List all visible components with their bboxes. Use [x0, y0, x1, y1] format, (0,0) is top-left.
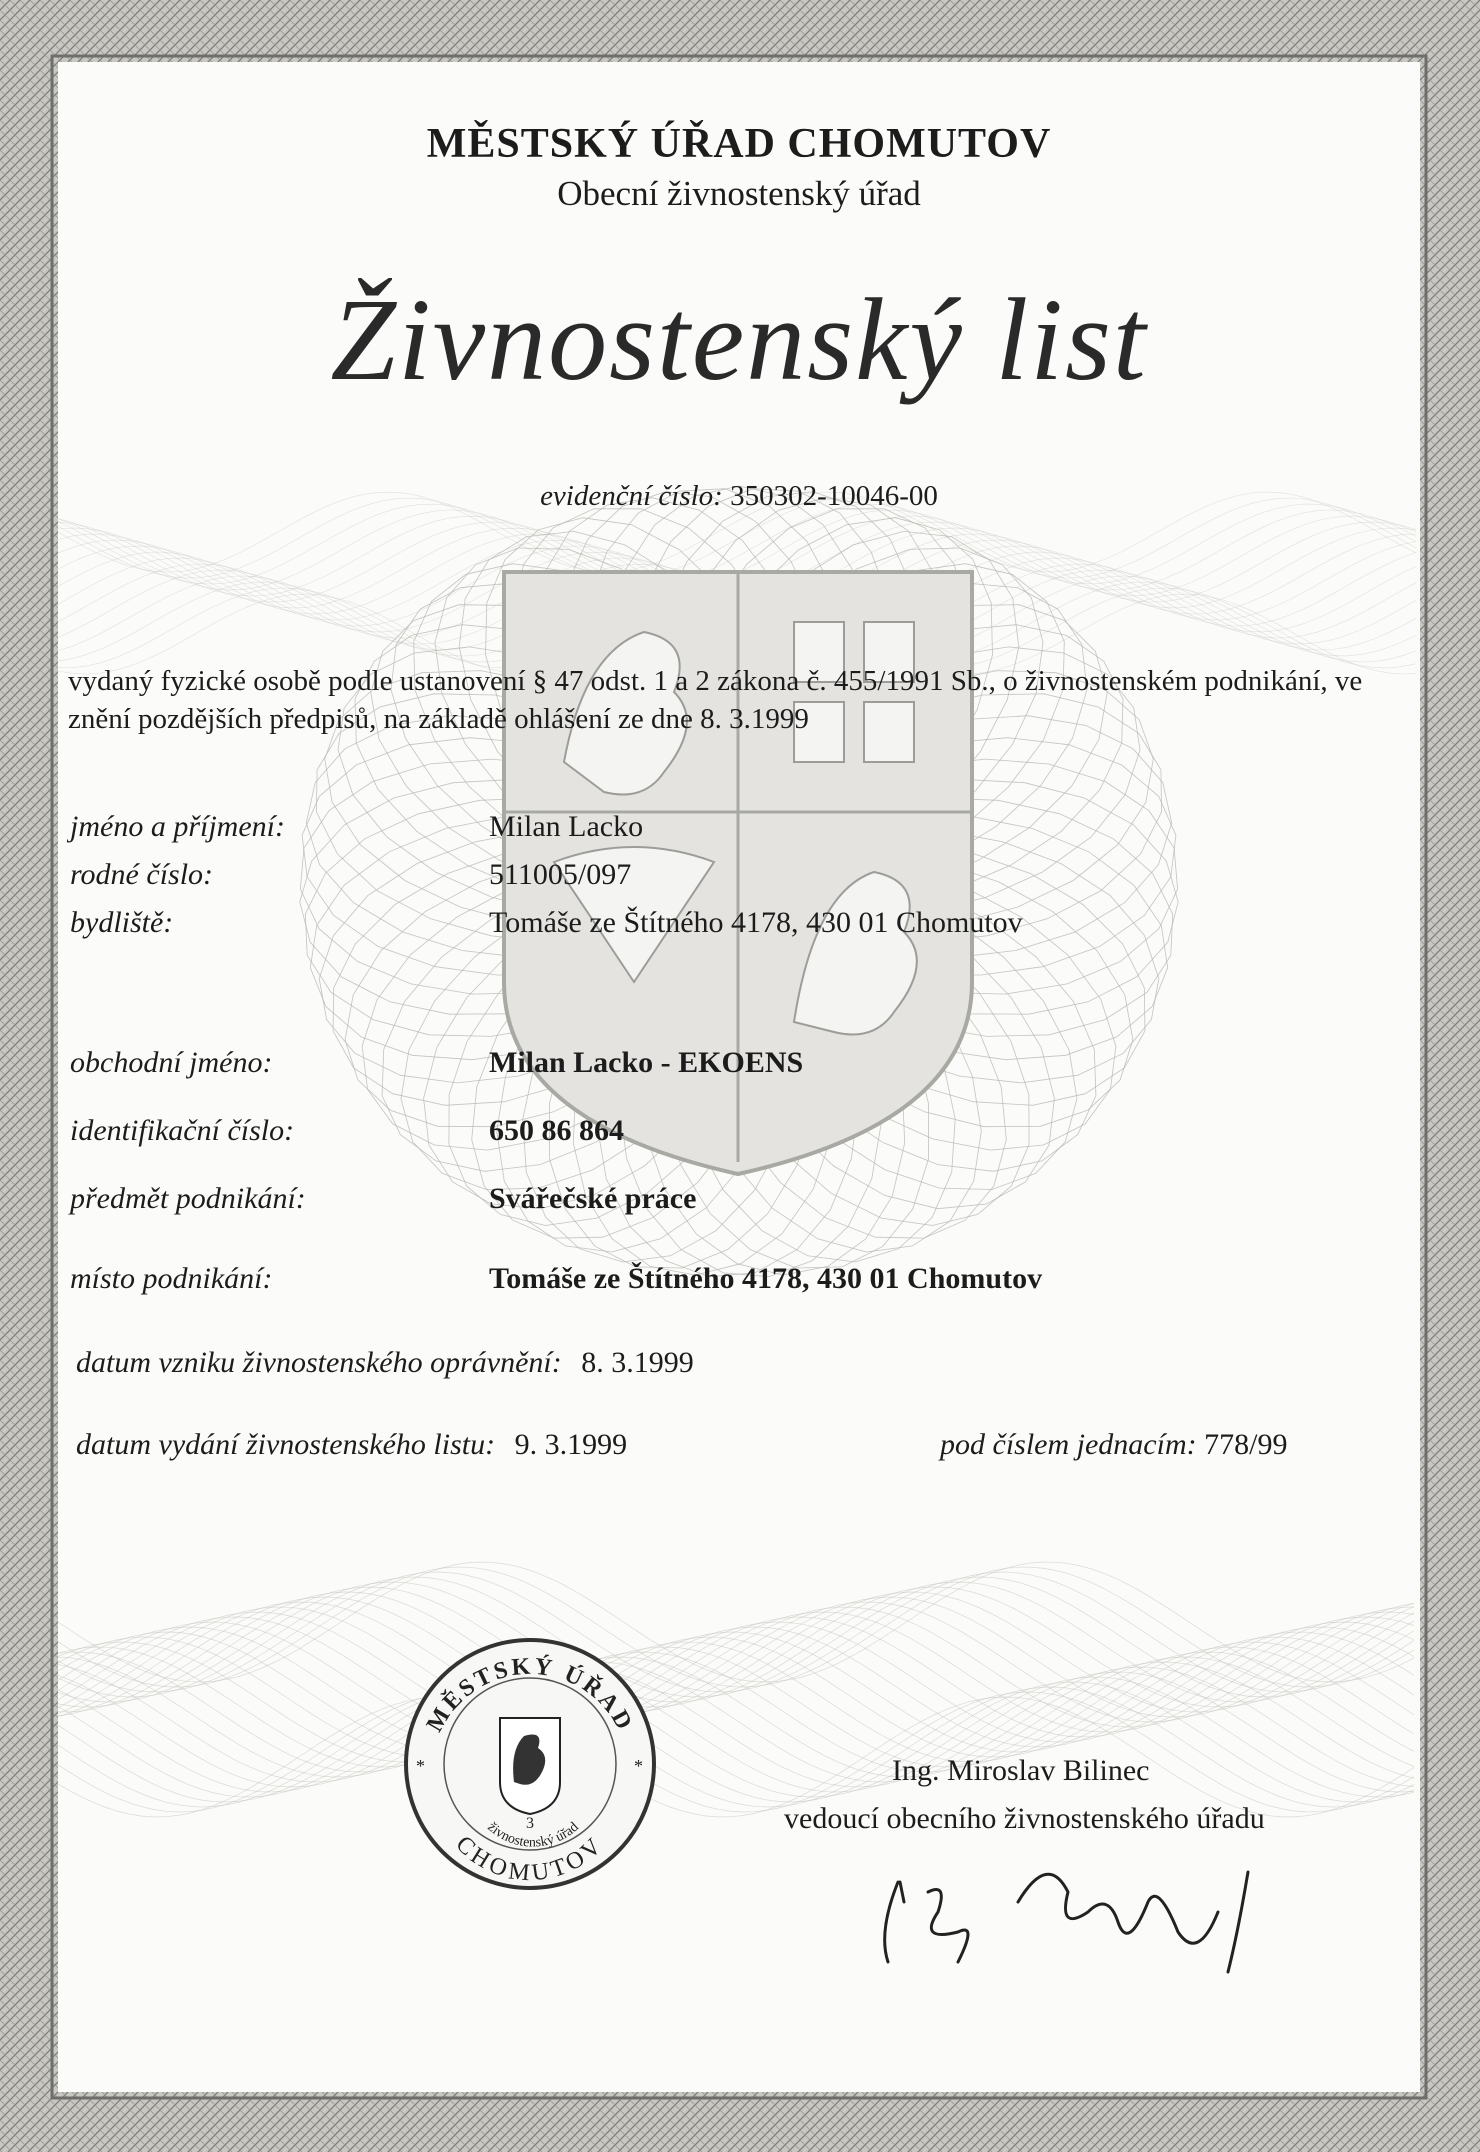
identification-number-value: 650 86 864 — [489, 1114, 624, 1147]
issuing-department-name: Obecní živnostenský úřad — [557, 174, 921, 213]
seal-left-star-icon: * — [416, 1756, 425, 1776]
trade-name-value: Milan Lacko - EKOENS — [489, 1046, 804, 1079]
residence-label: bydliště: — [70, 906, 174, 939]
origin-date-value: 8. 3.1999 — [581, 1346, 694, 1379]
business-place-value: Tomáše ze Štítného 4178, 430 01 Chomutov — [489, 1262, 1043, 1295]
reference-number-row — [940, 1428, 1287, 1462]
registration-row — [58, 480, 1420, 513]
trade-name-label: obchodní jméno: — [70, 1046, 273, 1079]
residence-value: Tomáše ze Štítného 4178, 430 01 Chomutov — [489, 906, 1023, 939]
origin-date-row — [76, 1346, 694, 1380]
handwritten-signature — [818, 1842, 1298, 1992]
reference-number-label: pod číslem jednacím: — [940, 1428, 1197, 1461]
document-title: Živnostenský list — [330, 274, 1148, 405]
seal-top-text: MĚSTSKÝ ÚŘAD — [421, 1653, 639, 1737]
name-label: jméno a příjmení: — [70, 810, 285, 843]
seal-inner-text: živnostenský úřad — [484, 1819, 582, 1851]
reference-number-value: 778/99 — [1204, 1428, 1288, 1461]
issue-date-row — [76, 1428, 627, 1462]
business-subject-value: Svářečské práce — [489, 1182, 697, 1215]
signatory-role: vedoucí obecního živnostenského úřadu — [784, 1802, 1265, 1835]
signatory-name: Ing. Miroslav Bilinec — [892, 1754, 1150, 1787]
business-subject-label: předmět podnikání: — [70, 1182, 306, 1215]
identification-number-label: identifikační číslo: — [70, 1114, 295, 1147]
legal-basis-paragraph: vydaný fyzické osobě podle ustanovení § 47 odst. 1 a 2 zákona č. 455/1991 Sb., o živnostenském podnikání, ve znění pozdějších předpisů, na základě ohlášení ze dne 8. 3.1999 — [68, 665, 1363, 735]
registration-label: evidenční číslo: — [540, 480, 723, 512]
birth-number-value: 511005/097 — [489, 858, 632, 891]
seal-number: 3 — [526, 1815, 534, 1832]
birth-number-label: rodné číslo: — [70, 858, 214, 891]
issuing-office-name: MĚSTSKÝ ÚŘAD CHOMUTOV — [426, 121, 1052, 167]
origin-date-label: datum vzniku živnostenského oprávnění: — [76, 1346, 562, 1379]
issue-date-value: 9. 3.1999 — [514, 1428, 628, 1461]
seal-right-star-icon: * — [634, 1756, 643, 1776]
registration-number: 350302-10046-00 — [730, 480, 938, 512]
official-seal-stamp — [398, 1632, 662, 1896]
issue-date-label: datum vydání živnostenského listu: — [76, 1428, 496, 1461]
certificate-sheet — [58, 62, 1420, 2092]
business-place-label: místo podnikání: — [70, 1262, 273, 1295]
name-value: Milan Lacko — [489, 810, 644, 843]
seal-bottom-text: CHOMUTOV — [450, 1831, 610, 1887]
